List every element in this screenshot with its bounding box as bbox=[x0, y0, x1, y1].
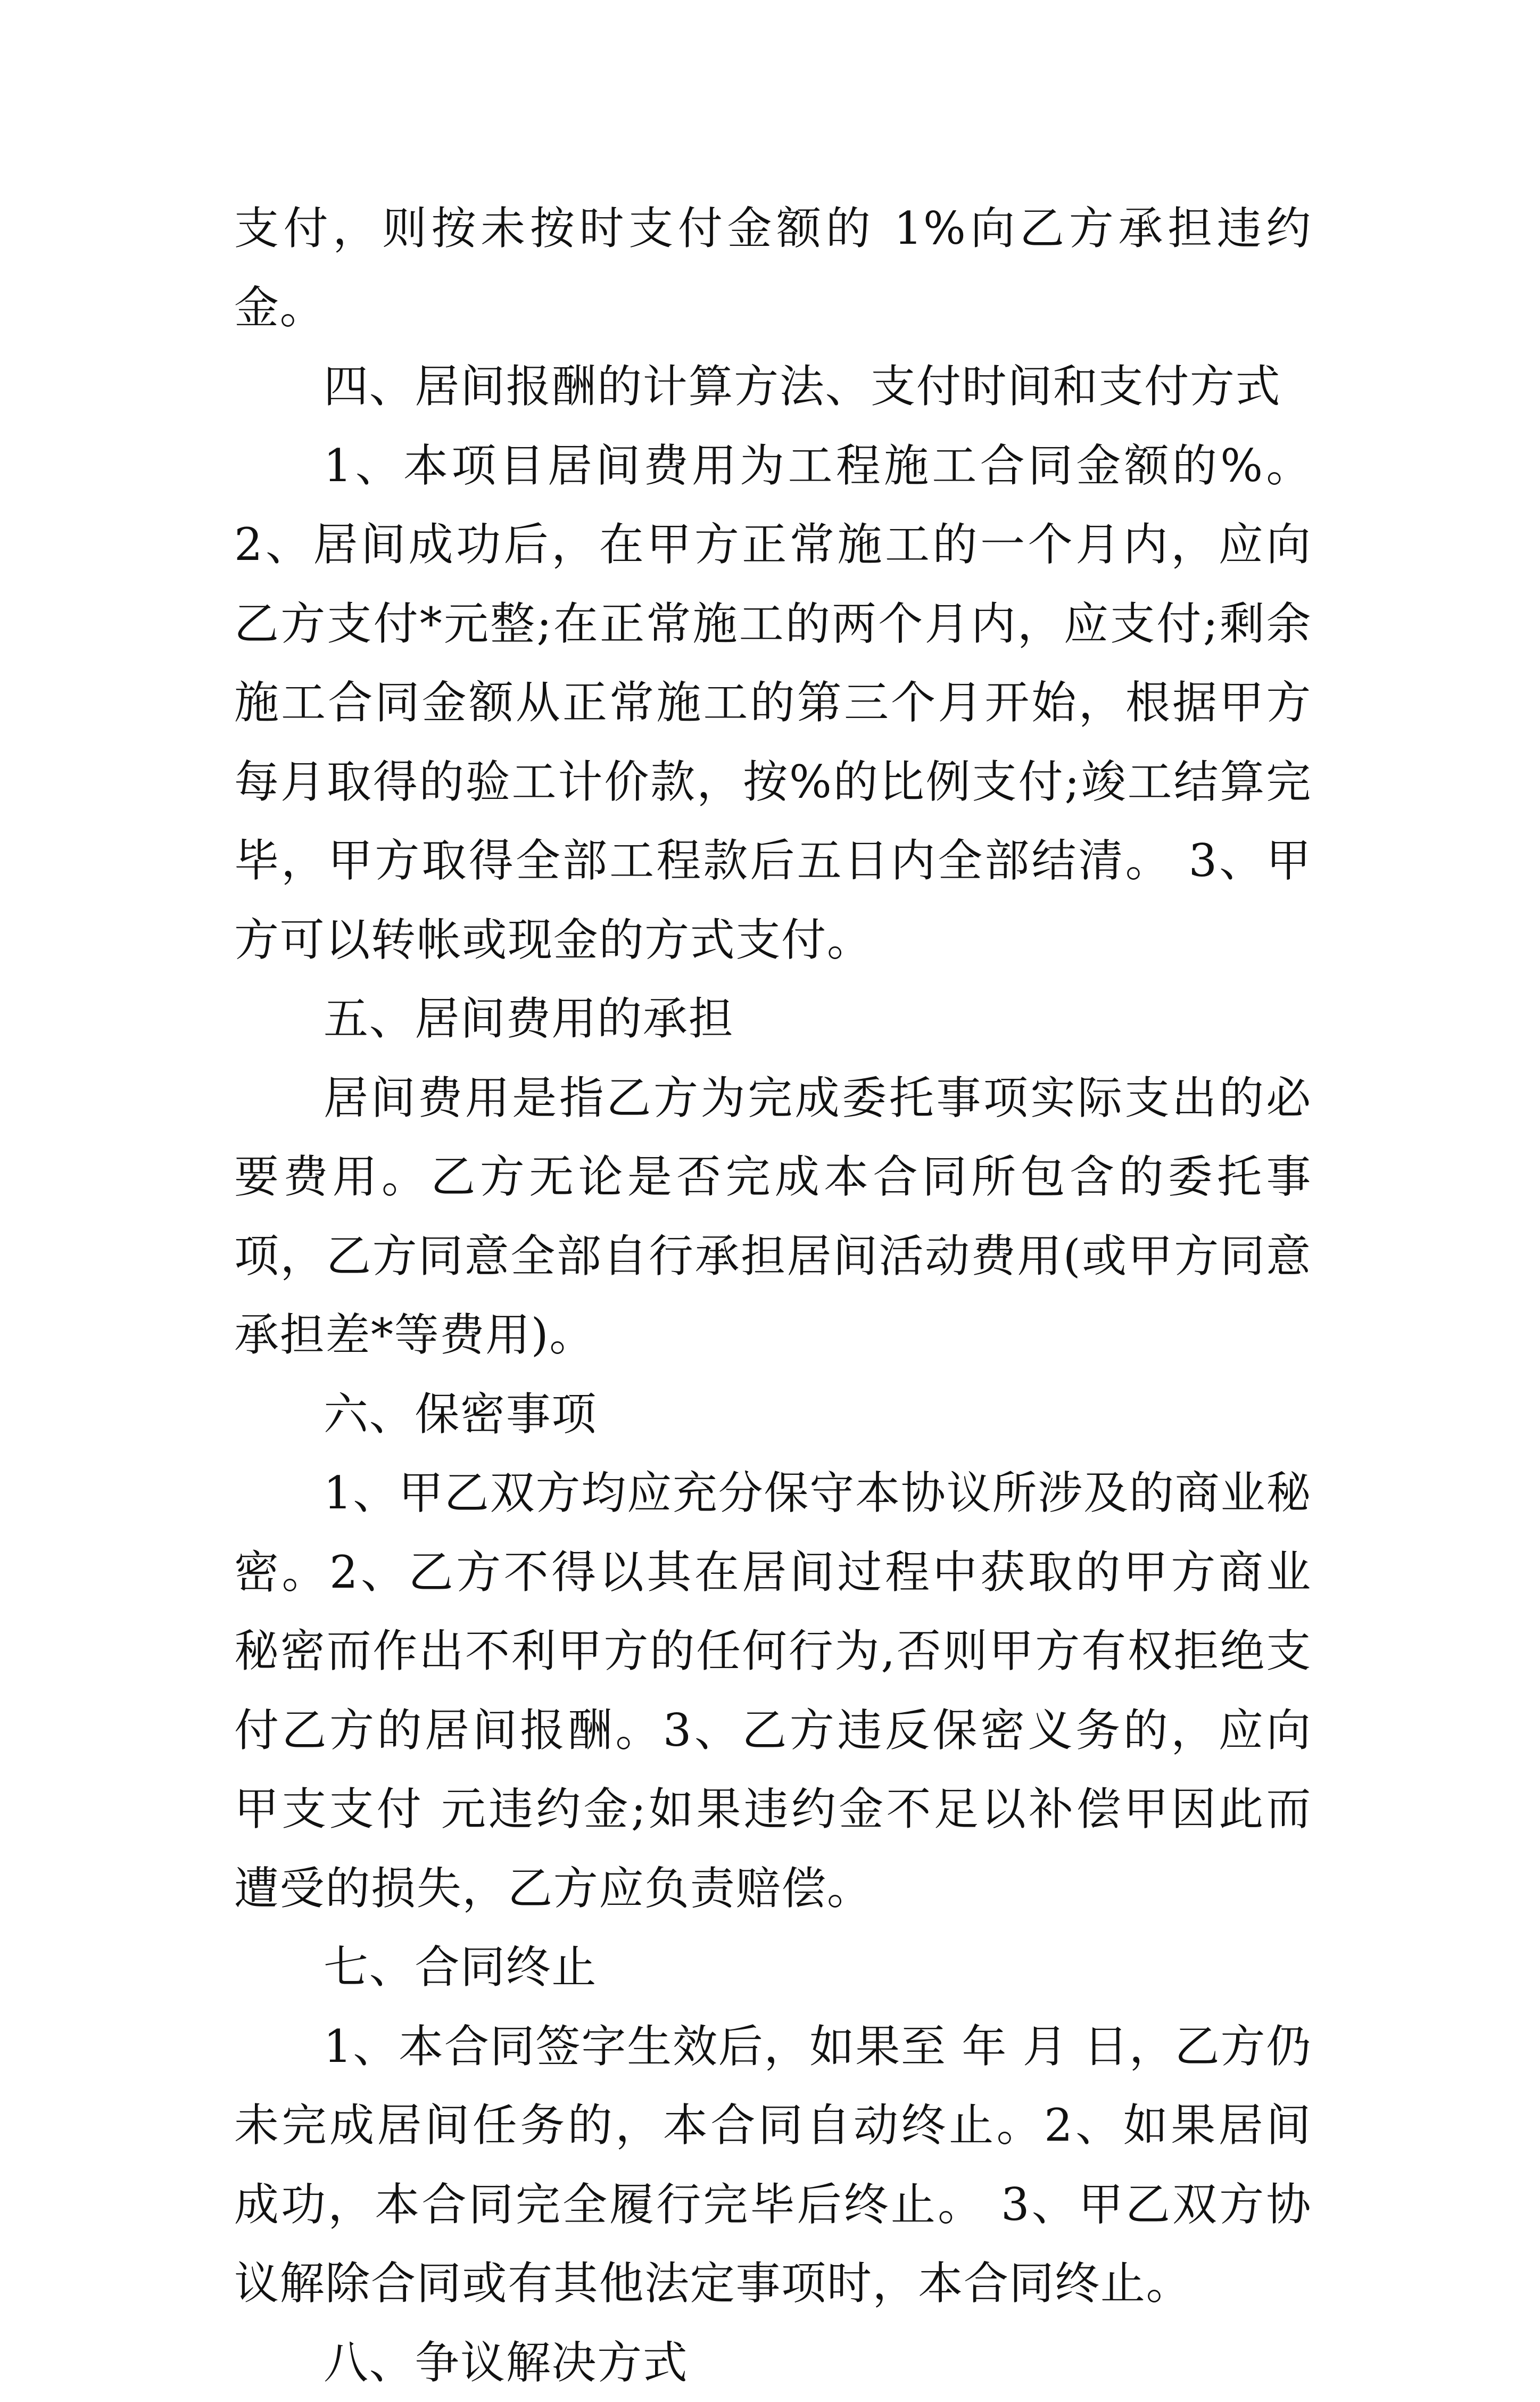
paragraph-section-4-body: 1、本项目居间费用为工程施工合同金额的%。 2、居间成功后，在甲方正常施工的一个月内，应向乙方支付*元整;在正常施工的两个月内，应支付;剩余施工合同金额从正常施工的第三个月开始，根据甲方每月取得的验工计价款，按%的比例支付;竣工结算完毕，甲方取得全部工程款后五日内全部结清。 3、甲方可以转帐或现金的方式支付。 bbox=[234, 426, 1312, 980]
section-heading-4: 四、居间报酬的计算方法、支付时间和支付方式 bbox=[234, 347, 1312, 426]
document-page bbox=[234, 189, 1312, 2402]
paragraph-section-7-body: 1、本合同签字生效后，如果至 年 月 日，乙方仍未完成居间任务的，本合同自动终止。2、如果居间成功，本合同完全履行完毕后终止。 3、甲乙双方协议解除合同或有其他法定事项时，本合同终止。 bbox=[234, 2007, 1312, 2323]
section-heading-6: 六、保密事项 bbox=[234, 1375, 1312, 1454]
section-heading-7: 七、合同终止 bbox=[234, 1928, 1312, 2007]
paragraph-section-5-body: 居间费用是指乙方为完成委托事项实际支出的必要费用。乙方无论是否完成本合同所包含的委托事项，乙方同意全部自行承担居间活动费用(或甲方同意承担差*等费用)。 bbox=[234, 1059, 1312, 1375]
paragraph-section-6-body: 1、甲乙双方均应充分保守本协议所涉及的商业秘密。2、乙方不得以其在居间过程中获取的甲方商业秘密而作出不利甲方的任何行为,否则甲方有权拒绝支付乙方的居间报酬。3、乙方违反保密义务的，应向甲支支付 元违约金;如果违约金不足以补偿甲因此而遭受的损失，乙方应负责赔偿。 bbox=[234, 1454, 1312, 1928]
section-heading-8: 八、争议解决方式 bbox=[234, 2323, 1312, 2402]
paragraph-payment-penalty: 支付，则按未按时支付金额的 1%向乙方承担违约金。 bbox=[234, 189, 1312, 347]
section-heading-5: 五、居间费用的承担 bbox=[234, 979, 1312, 1059]
